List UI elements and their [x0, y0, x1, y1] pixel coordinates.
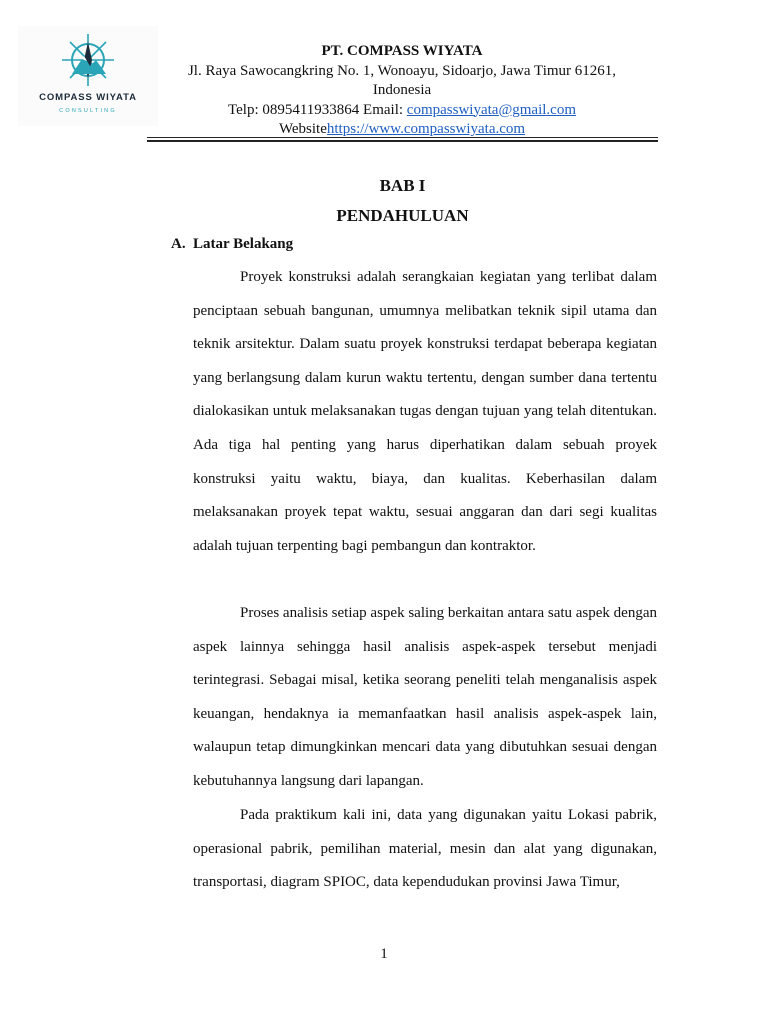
compass-mountain-icon — [56, 32, 120, 92]
company-logo — [18, 26, 158, 126]
paragraph: Pada praktikum kali ini, data yang digunakan yaitu Lokasi pabrik, operasional pabrik, pemilihan material, mesin dan alat yang digunakan, transportasi, diagram SPIOC, data kependudukan provinsi Jawa Timur, — [193, 807, 657, 891]
contact-line — [160, 101, 644, 121]
letterhead — [160, 42, 644, 140]
company-name: PT. COMPASS WIYATA — [321, 43, 483, 59]
paragraph: Proses analisis setiap aspek saling berkaitan antara satu aspek dengan aspek lainnya sehingga hasil analisis aspek-aspek tersebut menjadi terintegrasi. Sebagai misal, ketika seorang peneliti telah menganalisis aspek keuangan, hendaknya ia memanfaatkan hasil analisis aspek-aspek lain, walaupun tetap dimungkinkan mencari data yang dibutuhkan sesuai dengan kebutuhannya langsung dari lapangan. — [193, 605, 657, 789]
address-line-2: Indonesia — [372, 82, 432, 98]
letterhead-divider-thin — [147, 137, 658, 138]
section-heading — [171, 236, 293, 253]
phone-label: Telp: 0895411933864 Email: — [228, 101, 407, 118]
section-title: Latar Belakang — [193, 236, 294, 252]
chapter-title: PENDAHULUAN — [336, 206, 469, 225]
logo-tagline: CONSULTING — [59, 108, 117, 114]
website-label: Website — [278, 121, 327, 137]
paragraph: Proyek konstruksi adalah serangkaian kegiatan yang terlibat dalam penciptaan sebuah bangunan, umumnya melibatkan teknik sipil utama dan teknik arsitektur. Dalam suatu proyek konstruksi terdapat beberapa kegiatan yang berlangsung dalam kurun waktu tertentu, dengan sumber dana tertentu dialokasikan untuk melaksanakan tugas dengan tujuan yang telah ditentukan. Ada tiga hal penting yang harus diperhatikan dalam sebuah proyek konstruksi yaitu waktu, biaya, dan kualitas. Keberhasilan dalam melaksanakan proyek tepat waktu, sesuai anggaran dan dari segi kualitas adalah tujuan terpenting bagi pembangun dan kontraktor. — [193, 269, 657, 554]
website-link[interactable]: https://www.compasswiyata.com — [326, 121, 526, 137]
email-link[interactable]: compasswiyata@gmail.com — [406, 101, 576, 118]
letterhead-divider-thick — [147, 140, 658, 142]
page-number: 1 — [380, 946, 388, 962]
section-marker: A. — [171, 236, 186, 252]
chapter-number: BAB I — [379, 176, 426, 195]
address-line-1: Jl. Raya Sawocangkring No. 1, Wonoayu, Sidoarjo, Jawa Timur 61261, — [187, 62, 617, 79]
logo-wordmark: COMPASS WIYATA — [39, 92, 137, 103]
